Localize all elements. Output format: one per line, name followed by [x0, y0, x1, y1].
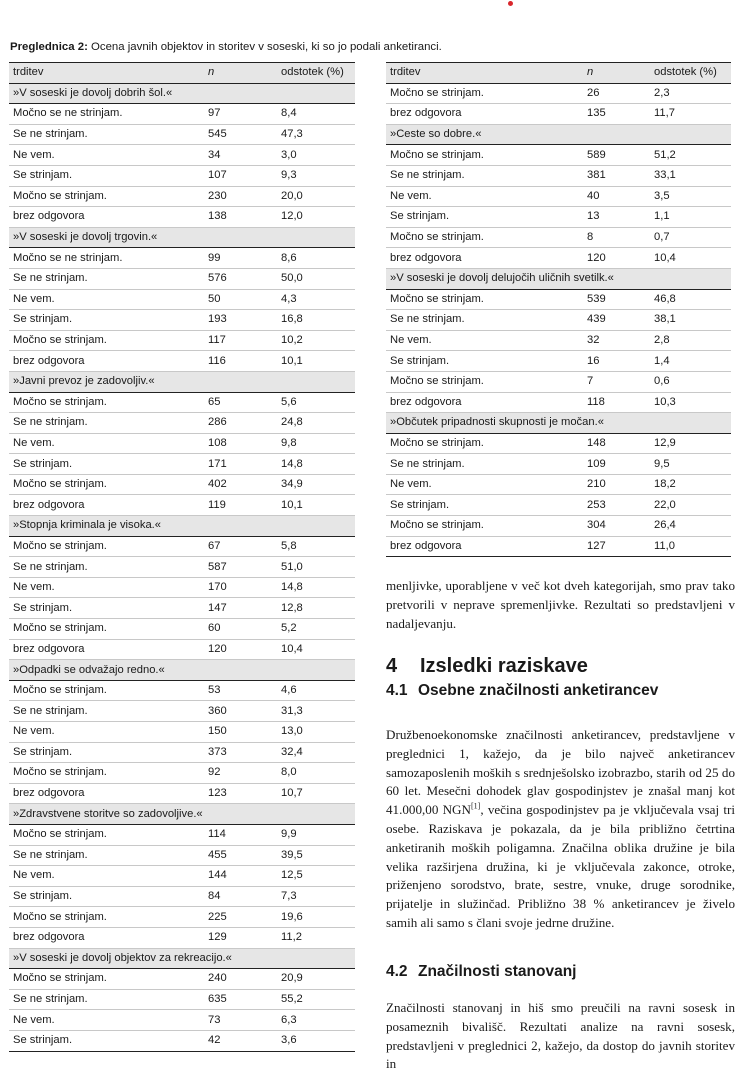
- cell-count: 116: [204, 351, 277, 372]
- table-row: [9, 536, 355, 557]
- cell-count: 120: [204, 639, 277, 660]
- cell-response: Močno se strinjam.: [9, 907, 204, 928]
- cell-response: Se strinjam.: [9, 310, 204, 331]
- table-row: [9, 413, 355, 434]
- table-header-row: [9, 63, 355, 84]
- table-row: [9, 886, 355, 907]
- cell-response: Se ne strinjam.: [9, 557, 204, 578]
- cell-percent: 5,6: [277, 392, 355, 413]
- cell-count: 455: [204, 845, 277, 866]
- table-row: [9, 145, 355, 166]
- cell-percent: 10,7: [277, 783, 355, 804]
- cell-response: Močno se strinjam.: [9, 186, 204, 207]
- cell-response: Močno se strinjam.: [9, 969, 204, 990]
- table-row: [386, 207, 731, 228]
- table-left-column: [9, 62, 355, 1052]
- cell-response: Se ne strinjam.: [9, 845, 204, 866]
- cell-response: Se ne strinjam.: [386, 165, 583, 186]
- cell-response: Močno se strinjam.: [9, 680, 204, 701]
- cell-response: Se strinjam.: [386, 207, 583, 228]
- table-row: [386, 495, 731, 516]
- cell-percent: 10,4: [277, 639, 355, 660]
- table-row: [386, 454, 731, 475]
- cell-percent: 1,4: [650, 351, 731, 372]
- cell-count: 109: [583, 454, 650, 475]
- section-number: 4.1: [386, 682, 408, 699]
- cell-percent: 12,5: [277, 866, 355, 887]
- cell-percent: 38,1: [650, 310, 731, 331]
- cell-response: Se strinjam.: [9, 165, 204, 186]
- cell-response: Močno se ne strinjam.: [9, 104, 204, 125]
- table-row: [386, 516, 731, 537]
- table-row: [9, 351, 355, 372]
- cell-response: Močno se strinjam.: [9, 474, 204, 495]
- section-heading-4-2: [386, 962, 576, 982]
- cell-response: Močno se strinjam.: [9, 619, 204, 640]
- cell-percent: 20,9: [277, 969, 355, 990]
- table-row: [9, 454, 355, 475]
- section-heading-4: [386, 654, 588, 678]
- cell-percent: 12,9: [650, 433, 731, 454]
- cell-percent: 11,7: [650, 104, 731, 125]
- table-row: [9, 577, 355, 598]
- cell-count: 286: [204, 413, 277, 434]
- cell-percent: 31,3: [277, 701, 355, 722]
- group-statement: »V soseski je dovolj delujočih uličnih svetilk.«: [386, 268, 731, 289]
- cell-percent: 5,2: [277, 619, 355, 640]
- cell-count: 150: [204, 722, 277, 743]
- cell-percent: 8,6: [277, 248, 355, 269]
- table-row: [9, 392, 355, 413]
- table-row: [9, 989, 355, 1010]
- table-row: [9, 207, 355, 228]
- cell-percent: 4,6: [277, 680, 355, 701]
- cell-response: Ne vem.: [9, 433, 204, 454]
- cell-count: 26: [583, 83, 650, 104]
- cell-percent: 10,1: [277, 495, 355, 516]
- cell-response: Se ne strinjam.: [386, 454, 583, 475]
- group-header-row: [9, 516, 355, 537]
- table-row: [9, 824, 355, 845]
- table-row: [9, 310, 355, 331]
- cell-count: 32: [583, 330, 650, 351]
- section-number: 4: [386, 655, 398, 677]
- cell-percent: 51,2: [650, 145, 731, 166]
- table-row: [9, 433, 355, 454]
- cell-percent: 51,0: [277, 557, 355, 578]
- cell-response: Se strinjam.: [9, 742, 204, 763]
- cell-count: 108: [204, 433, 277, 454]
- cell-count: 225: [204, 907, 277, 928]
- table-row: [9, 722, 355, 743]
- cell-count: 576: [204, 268, 277, 289]
- cell-response: Močno se strinjam.: [9, 763, 204, 784]
- table-row: [386, 371, 731, 392]
- table-row: [386, 83, 731, 104]
- footnote-reference[interactable]: [1]: [470, 801, 481, 811]
- header-n: n: [583, 63, 650, 84]
- table-row: [9, 598, 355, 619]
- table-row: [9, 268, 355, 289]
- group-statement: »Stopnja kriminala je visoka.«: [9, 516, 355, 537]
- cell-count: 127: [583, 536, 650, 557]
- group-statement: »Zdravstvene storitve so zadovoljive.«: [9, 804, 355, 825]
- cell-count: 40: [583, 186, 650, 207]
- table-right-column: [386, 62, 731, 557]
- group-header-row: [9, 83, 355, 104]
- table-row: [386, 351, 731, 372]
- table-row: [386, 330, 731, 351]
- cell-count: 138: [204, 207, 277, 228]
- header-n: n: [204, 63, 277, 84]
- cell-count: 135: [583, 104, 650, 125]
- table-row: [386, 536, 731, 557]
- table-row: [386, 392, 731, 413]
- cell-percent: 11,0: [650, 536, 731, 557]
- cell-percent: 9,9: [277, 824, 355, 845]
- cell-count: 60: [204, 619, 277, 640]
- cell-response: brez odgovora: [9, 495, 204, 516]
- paragraph-4-1: [386, 726, 735, 933]
- cell-percent: 8,0: [277, 763, 355, 784]
- cell-count: 118: [583, 392, 650, 413]
- table-row: [9, 866, 355, 887]
- cell-response: brez odgovora: [386, 536, 583, 557]
- table-row: [386, 433, 731, 454]
- cell-count: 171: [204, 454, 277, 475]
- cell-percent: 39,5: [277, 845, 355, 866]
- cell-percent: 50,0: [277, 268, 355, 289]
- cell-percent: 47,3: [277, 124, 355, 145]
- cell-percent: 14,8: [277, 454, 355, 475]
- cell-percent: 32,4: [277, 742, 355, 763]
- table-row: [9, 742, 355, 763]
- cell-count: 253: [583, 495, 650, 516]
- cell-response: brez odgovora: [386, 248, 583, 269]
- cell-percent: 22,0: [650, 495, 731, 516]
- cell-count: 148: [583, 433, 650, 454]
- cell-percent: 5,8: [277, 536, 355, 557]
- cell-response: brez odgovora: [9, 783, 204, 804]
- cell-count: 587: [204, 557, 277, 578]
- cell-percent: 10,1: [277, 351, 355, 372]
- cell-response: Močno se strinjam.: [386, 516, 583, 537]
- cell-percent: 9,3: [277, 165, 355, 186]
- cell-percent: 20,0: [277, 186, 355, 207]
- table-row: [9, 619, 355, 640]
- cell-count: 8: [583, 227, 650, 248]
- group-header-row: [9, 804, 355, 825]
- paragraph-text: Značilnosti stanovanj in hiš smo preučili na ravni sosesk in posameznih bivališč. Rezultati analize na ravni sosesk, predstavljeni v preglednici 2, kažejo, da dostop do javnih storitev in: [386, 1000, 735, 1072]
- table-row: [9, 680, 355, 701]
- cell-percent: 11,2: [277, 927, 355, 948]
- table-row: [9, 845, 355, 866]
- cell-count: 99: [204, 248, 277, 269]
- cell-count: 144: [204, 866, 277, 887]
- cell-response: brez odgovora: [9, 927, 204, 948]
- cell-percent: 12,8: [277, 598, 355, 619]
- cell-percent: 0,7: [650, 227, 731, 248]
- cell-percent: 24,8: [277, 413, 355, 434]
- cell-count: 539: [583, 289, 650, 310]
- cell-count: 13: [583, 207, 650, 228]
- cell-response: Ne vem.: [9, 577, 204, 598]
- paragraph-text: Družbenoekonomske značilnosti anketirancev, predstavljene v preglednici 1, kažejo, da je bilo največ anketirancev samozaposlenih moških s srednješolsko izobrazbo, starih od 25 do 60 let. Mesečni dohodek glav gospodinjstev je znašal manj kot 41.000,00 NGN: [386, 727, 735, 818]
- cell-response: Močno se strinjam.: [9, 536, 204, 557]
- cell-response: brez odgovora: [9, 207, 204, 228]
- cell-count: 119: [204, 495, 277, 516]
- table-row: [9, 165, 355, 186]
- cell-count: 545: [204, 124, 277, 145]
- paragraph-4-2: [386, 999, 735, 1074]
- cell-response: Se ne strinjam.: [9, 701, 204, 722]
- cell-percent: 14,8: [277, 577, 355, 598]
- cell-percent: 55,2: [277, 989, 355, 1010]
- cell-response: brez odgovora: [9, 639, 204, 660]
- table-row: [9, 1010, 355, 1031]
- cell-response: Močno se strinjam.: [386, 289, 583, 310]
- cell-response: Se ne strinjam.: [9, 989, 204, 1010]
- section-title: Značilnosti stanovanj: [418, 963, 577, 980]
- table-row: [9, 104, 355, 125]
- cell-response: Se strinjam.: [9, 1030, 204, 1051]
- cell-response: brez odgovora: [9, 351, 204, 372]
- section-number: 4.2: [386, 963, 408, 980]
- cell-response: Močno se ne strinjam.: [9, 248, 204, 269]
- group-statement: »V soseski je dovolj dobrih šol.«: [9, 83, 355, 104]
- cell-count: 120: [583, 248, 650, 269]
- cell-count: 193: [204, 310, 277, 331]
- cell-percent: 34,9: [277, 474, 355, 495]
- cell-percent: 10,3: [650, 392, 731, 413]
- cell-response: Ne vem.: [386, 474, 583, 495]
- table-row: [9, 783, 355, 804]
- table-row: [386, 104, 731, 125]
- cell-count: 53: [204, 680, 277, 701]
- caption-text: Ocena javnih objektov in storitev v soseski, ki so jo podali anketiranci.: [87, 41, 442, 53]
- cell-count: 114: [204, 824, 277, 845]
- cell-count: 73: [204, 1010, 277, 1031]
- cell-count: 381: [583, 165, 650, 186]
- table-row: [9, 289, 355, 310]
- cell-response: Se ne strinjam.: [9, 413, 204, 434]
- group-statement: »V soseski je dovolj trgovin.«: [9, 227, 355, 248]
- table-row: [9, 927, 355, 948]
- table-caption: [10, 40, 730, 54]
- table-row: [9, 701, 355, 722]
- cell-response: Močno se strinjam.: [386, 227, 583, 248]
- table-row: [9, 763, 355, 784]
- cell-response: Močno se strinjam.: [9, 824, 204, 845]
- group-header-row: [9, 227, 355, 248]
- cell-percent: 8,4: [277, 104, 355, 125]
- page-marker-dot: [508, 1, 513, 6]
- cell-response: Ne vem.: [9, 289, 204, 310]
- cell-percent: 3,0: [277, 145, 355, 166]
- cell-percent: 46,8: [650, 289, 731, 310]
- group-header-row: [9, 948, 355, 969]
- table-row: [9, 248, 355, 269]
- cell-count: 170: [204, 577, 277, 598]
- table-row: [9, 557, 355, 578]
- cell-response: Ne vem.: [9, 145, 204, 166]
- table-header-row: [386, 63, 731, 84]
- cell-count: 123: [204, 783, 277, 804]
- table-row: [386, 474, 731, 495]
- cell-response: Se strinjam.: [9, 454, 204, 475]
- cell-count: 97: [204, 104, 277, 125]
- cell-response: Se ne strinjam.: [9, 268, 204, 289]
- group-header-row: [9, 371, 355, 392]
- cell-percent: 0,6: [650, 371, 731, 392]
- cell-response: Močno se strinjam.: [9, 392, 204, 413]
- cell-percent: 3,6: [277, 1030, 355, 1051]
- group-header-row: [386, 268, 731, 289]
- cell-count: 16: [583, 351, 650, 372]
- table-row: [9, 1030, 355, 1051]
- cell-response: Se strinjam.: [386, 495, 583, 516]
- paragraph-text: menljivke, uporabljene v več kot dveh kategorijah, smo prav tako pretvorili v neprave spremenljivke. Rezultati so predstavljeni v nadaljevanju.: [386, 578, 735, 631]
- table-row: [386, 165, 731, 186]
- group-header-row: [9, 660, 355, 681]
- cell-percent: 12,0: [277, 207, 355, 228]
- table-row: [9, 474, 355, 495]
- group-statement: »Občutek pripadnosti skupnosti je močan.«: [386, 413, 731, 434]
- cell-response: Ne vem.: [9, 866, 204, 887]
- cell-count: 439: [583, 310, 650, 331]
- cell-response: Se strinjam.: [9, 886, 204, 907]
- section-heading-4-1: [386, 681, 658, 701]
- cell-count: 230: [204, 186, 277, 207]
- cell-count: 107: [204, 165, 277, 186]
- cell-count: 304: [583, 516, 650, 537]
- header-odstotek: odstotek (%): [650, 63, 731, 84]
- cell-percent: 9,5: [650, 454, 731, 475]
- cell-count: 360: [204, 701, 277, 722]
- cell-response: Močno se strinjam.: [386, 371, 583, 392]
- cell-count: 42: [204, 1030, 277, 1051]
- table-row: [9, 124, 355, 145]
- cell-percent: 19,6: [277, 907, 355, 928]
- table-row: [9, 495, 355, 516]
- group-statement: »Odpadki se odvažajo redno.«: [9, 660, 355, 681]
- cell-response: Se ne strinjam.: [386, 310, 583, 331]
- table-row: [9, 330, 355, 351]
- group-statement: »V soseski je dovolj objektov za rekreacijo.«: [9, 948, 355, 969]
- cell-response: Ne vem.: [386, 330, 583, 351]
- header-odstotek: odstotek (%): [277, 63, 355, 84]
- cell-percent: 26,4: [650, 516, 731, 537]
- cell-percent: 10,2: [277, 330, 355, 351]
- cell-response: brez odgovora: [386, 104, 583, 125]
- table-row: [386, 145, 731, 166]
- cell-count: 210: [583, 474, 650, 495]
- table-row: [386, 227, 731, 248]
- cell-response: Se ne strinjam.: [9, 124, 204, 145]
- cell-count: 50: [204, 289, 277, 310]
- cell-count: 402: [204, 474, 277, 495]
- cell-count: 67: [204, 536, 277, 557]
- table-row: [9, 969, 355, 990]
- cell-percent: 13,0: [277, 722, 355, 743]
- cell-percent: 4,3: [277, 289, 355, 310]
- cell-response: brez odgovora: [386, 392, 583, 413]
- cell-count: 117: [204, 330, 277, 351]
- cell-count: 589: [583, 145, 650, 166]
- paragraph-continued: [386, 577, 735, 633]
- cell-percent: 33,1: [650, 165, 731, 186]
- cell-percent: 9,8: [277, 433, 355, 454]
- cell-count: 65: [204, 392, 277, 413]
- cell-percent: 10,4: [650, 248, 731, 269]
- table-row: [386, 248, 731, 269]
- group-statement: »Ceste so dobre.«: [386, 124, 731, 145]
- cell-count: 240: [204, 969, 277, 990]
- cell-response: Ne vem.: [386, 186, 583, 207]
- cell-count: 129: [204, 927, 277, 948]
- table-row: [9, 639, 355, 660]
- cell-count: 34: [204, 145, 277, 166]
- table-row: [386, 289, 731, 310]
- cell-count: 635: [204, 989, 277, 1010]
- caption-label: Preglednica 2:: [10, 41, 88, 53]
- cell-count: 84: [204, 886, 277, 907]
- cell-percent: 2,8: [650, 330, 731, 351]
- cell-percent: 6,3: [277, 1010, 355, 1031]
- cell-response: Močno se strinjam.: [386, 145, 583, 166]
- table-row: [386, 186, 731, 207]
- cell-response: Se strinjam.: [386, 351, 583, 372]
- group-header-row: [386, 124, 731, 145]
- cell-count: 147: [204, 598, 277, 619]
- table-row: [386, 310, 731, 331]
- group-header-row: [386, 413, 731, 434]
- header-trditev: trditev: [386, 63, 583, 84]
- cell-percent: 1,1: [650, 207, 731, 228]
- paragraph-text: , večina gospodinjstev pa je vključevala vsaj tri osebe. Raziskava je pokazala, da je bila približno četrtina anketiranih moških poligamna. Značilna oblika družine je bila velika razširjena družina, ki je vključevala zakonce, otroke, priženjeno sorodstvo, brate, sestre, vnuke, druge sorodnike, prijatelje in služinčad. Približno 38 % anketirancev je živelo samih ali samo s člani svoje jedrne družine.: [386, 802, 735, 930]
- table-row: [9, 186, 355, 207]
- group-statement: »Javni prevoz je zadovoljiv.«: [9, 371, 355, 392]
- cell-response: Ne vem.: [9, 722, 204, 743]
- header-trditev: trditev: [9, 63, 204, 84]
- section-title: Osebne značilnosti anketirancev: [418, 682, 659, 699]
- cell-percent: 18,2: [650, 474, 731, 495]
- cell-response: Močno se strinjam.: [386, 83, 583, 104]
- cell-percent: 3,5: [650, 186, 731, 207]
- cell-count: 373: [204, 742, 277, 763]
- cell-response: Se strinjam.: [9, 598, 204, 619]
- cell-response: Močno se strinjam.: [9, 330, 204, 351]
- cell-response: Močno se strinjam.: [386, 433, 583, 454]
- cell-count: 92: [204, 763, 277, 784]
- table-row: [9, 907, 355, 928]
- cell-percent: 16,8: [277, 310, 355, 331]
- cell-count: 7: [583, 371, 650, 392]
- section-title: Izsledki raziskave: [420, 655, 588, 677]
- cell-percent: 7,3: [277, 886, 355, 907]
- cell-response: Ne vem.: [9, 1010, 204, 1031]
- cell-percent: 2,3: [650, 83, 731, 104]
